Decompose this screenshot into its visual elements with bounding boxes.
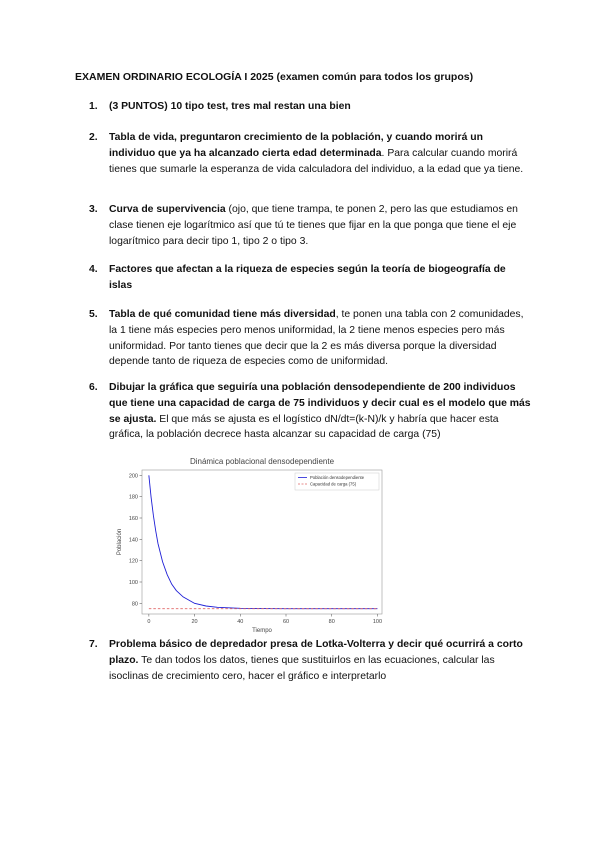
item-number: 5. [89,309,98,320]
item-number: 4. [89,264,98,275]
page-title: EXAMEN ORDINARIO ECOLOGÍA I 2025 (examen común para todos los grupos) [75,71,474,83]
x-axis-label: Tiempo [252,628,272,634]
item-number: 3. [89,204,98,215]
y-tick-label: 160 [128,516,138,522]
population-chart [112,454,398,636]
item-text: . Para calcular cuando morirá tienes que sumarle la esperanza de vida calculadora del individuo, a la edad que ya tiene. [109,147,524,175]
x-tick-label: 80 [328,619,335,625]
y-tick-label: 120 [128,558,138,565]
item-number: 2. [89,132,98,143]
item-text: (ojo, que tiene trampa, te ponen 2, pero las que estudiamos en clase tienen eje logarítmico así que tú te tienes que fijar en la que ponga que tiene el eje logarítmico para decir tipo 1, tipo 2 o tipo 3. [109,204,518,247]
x-tick-label: 60 [282,619,290,625]
chart-title: Dinámica poblacional densodependiente [189,457,335,466]
item-bold-text: Curva de supervivencia [109,204,226,215]
x-tick-label: 100 [372,619,383,625]
population-line [149,475,378,608]
y-tick-label: 180 [128,494,138,501]
list-item-3 [91,202,531,249]
legend-entry: Población densodependiente [310,475,365,480]
item-bold-text: Dibujar la gráfica que seguiría una población densodependiente de 200 individuos que tiene una capacidad de carga de 75 individuos y decir cual es el modelo que más se ajusta. [109,382,531,425]
x-tick-label: 0 [147,619,151,625]
item-bold-text: Tabla de qué comunidad tiene más diversidad [109,309,336,320]
x-tick-label: 40 [237,619,244,625]
item-number: 7. [89,639,98,650]
item-number: 6. [89,382,98,393]
item-bold-text: Factores que afectan a la riqueza de especies según la teoría de biogeografía de islas [109,264,506,291]
item-text: , te ponen una tabla con 2 comunidades, la 1 tiene más especies pero menos uniformidad, la 2 tiene menos especies pero más uniformidad. Por tanto tienes que decir que la 2 es más diversa porque la diversidad depende tanto de riqueza de especies como de uniformidad. [109,309,524,368]
y-tick-label: 80 [131,601,138,608]
item-bold-text: Problema básico de depredador presa de Lotka-Volterra y decir qué ocurrirá a corto plazo. [109,639,523,666]
list-item-7 [91,637,531,684]
item-text: El que más se ajusta es el logístico dN/dt=(k-N)/k y habría que hacer esta gráfica, la población decrece hasta alcanzar su capacidad de carga (75) [109,413,499,441]
list-item-5 [91,307,531,370]
y-tick-label: 100 [128,580,138,586]
y-tick-label: 200 [128,473,138,480]
chart-svg [112,454,398,636]
item-bold-text: Tabla de vida, preguntaron crecimiento de la población, y cuando morirá un individuo que ya ha alcanzado cierta edad determinada [109,132,483,159]
x-tick-label: 20 [191,619,198,625]
y-axis-label: Población [117,528,123,556]
item-bold-text: (3 PUNTOS) 10 tipo test, tres mal restan una bien [109,101,351,112]
item-text: Te dan todos los datos, tienes que sustituirlos en las ecuaciones, calcular las isoclinas de crecimiento cero, hacer el gráfico e interpretarlo [109,654,495,682]
list-item-6 [91,380,531,443]
list-item-4 [91,262,531,294]
list-item-2 [91,130,531,177]
legend-entry: Capacidad de carga (75) [310,481,357,487]
list-item-1 [91,99,531,115]
item-number: 1. [89,101,98,112]
y-tick-label: 140 [128,537,138,544]
